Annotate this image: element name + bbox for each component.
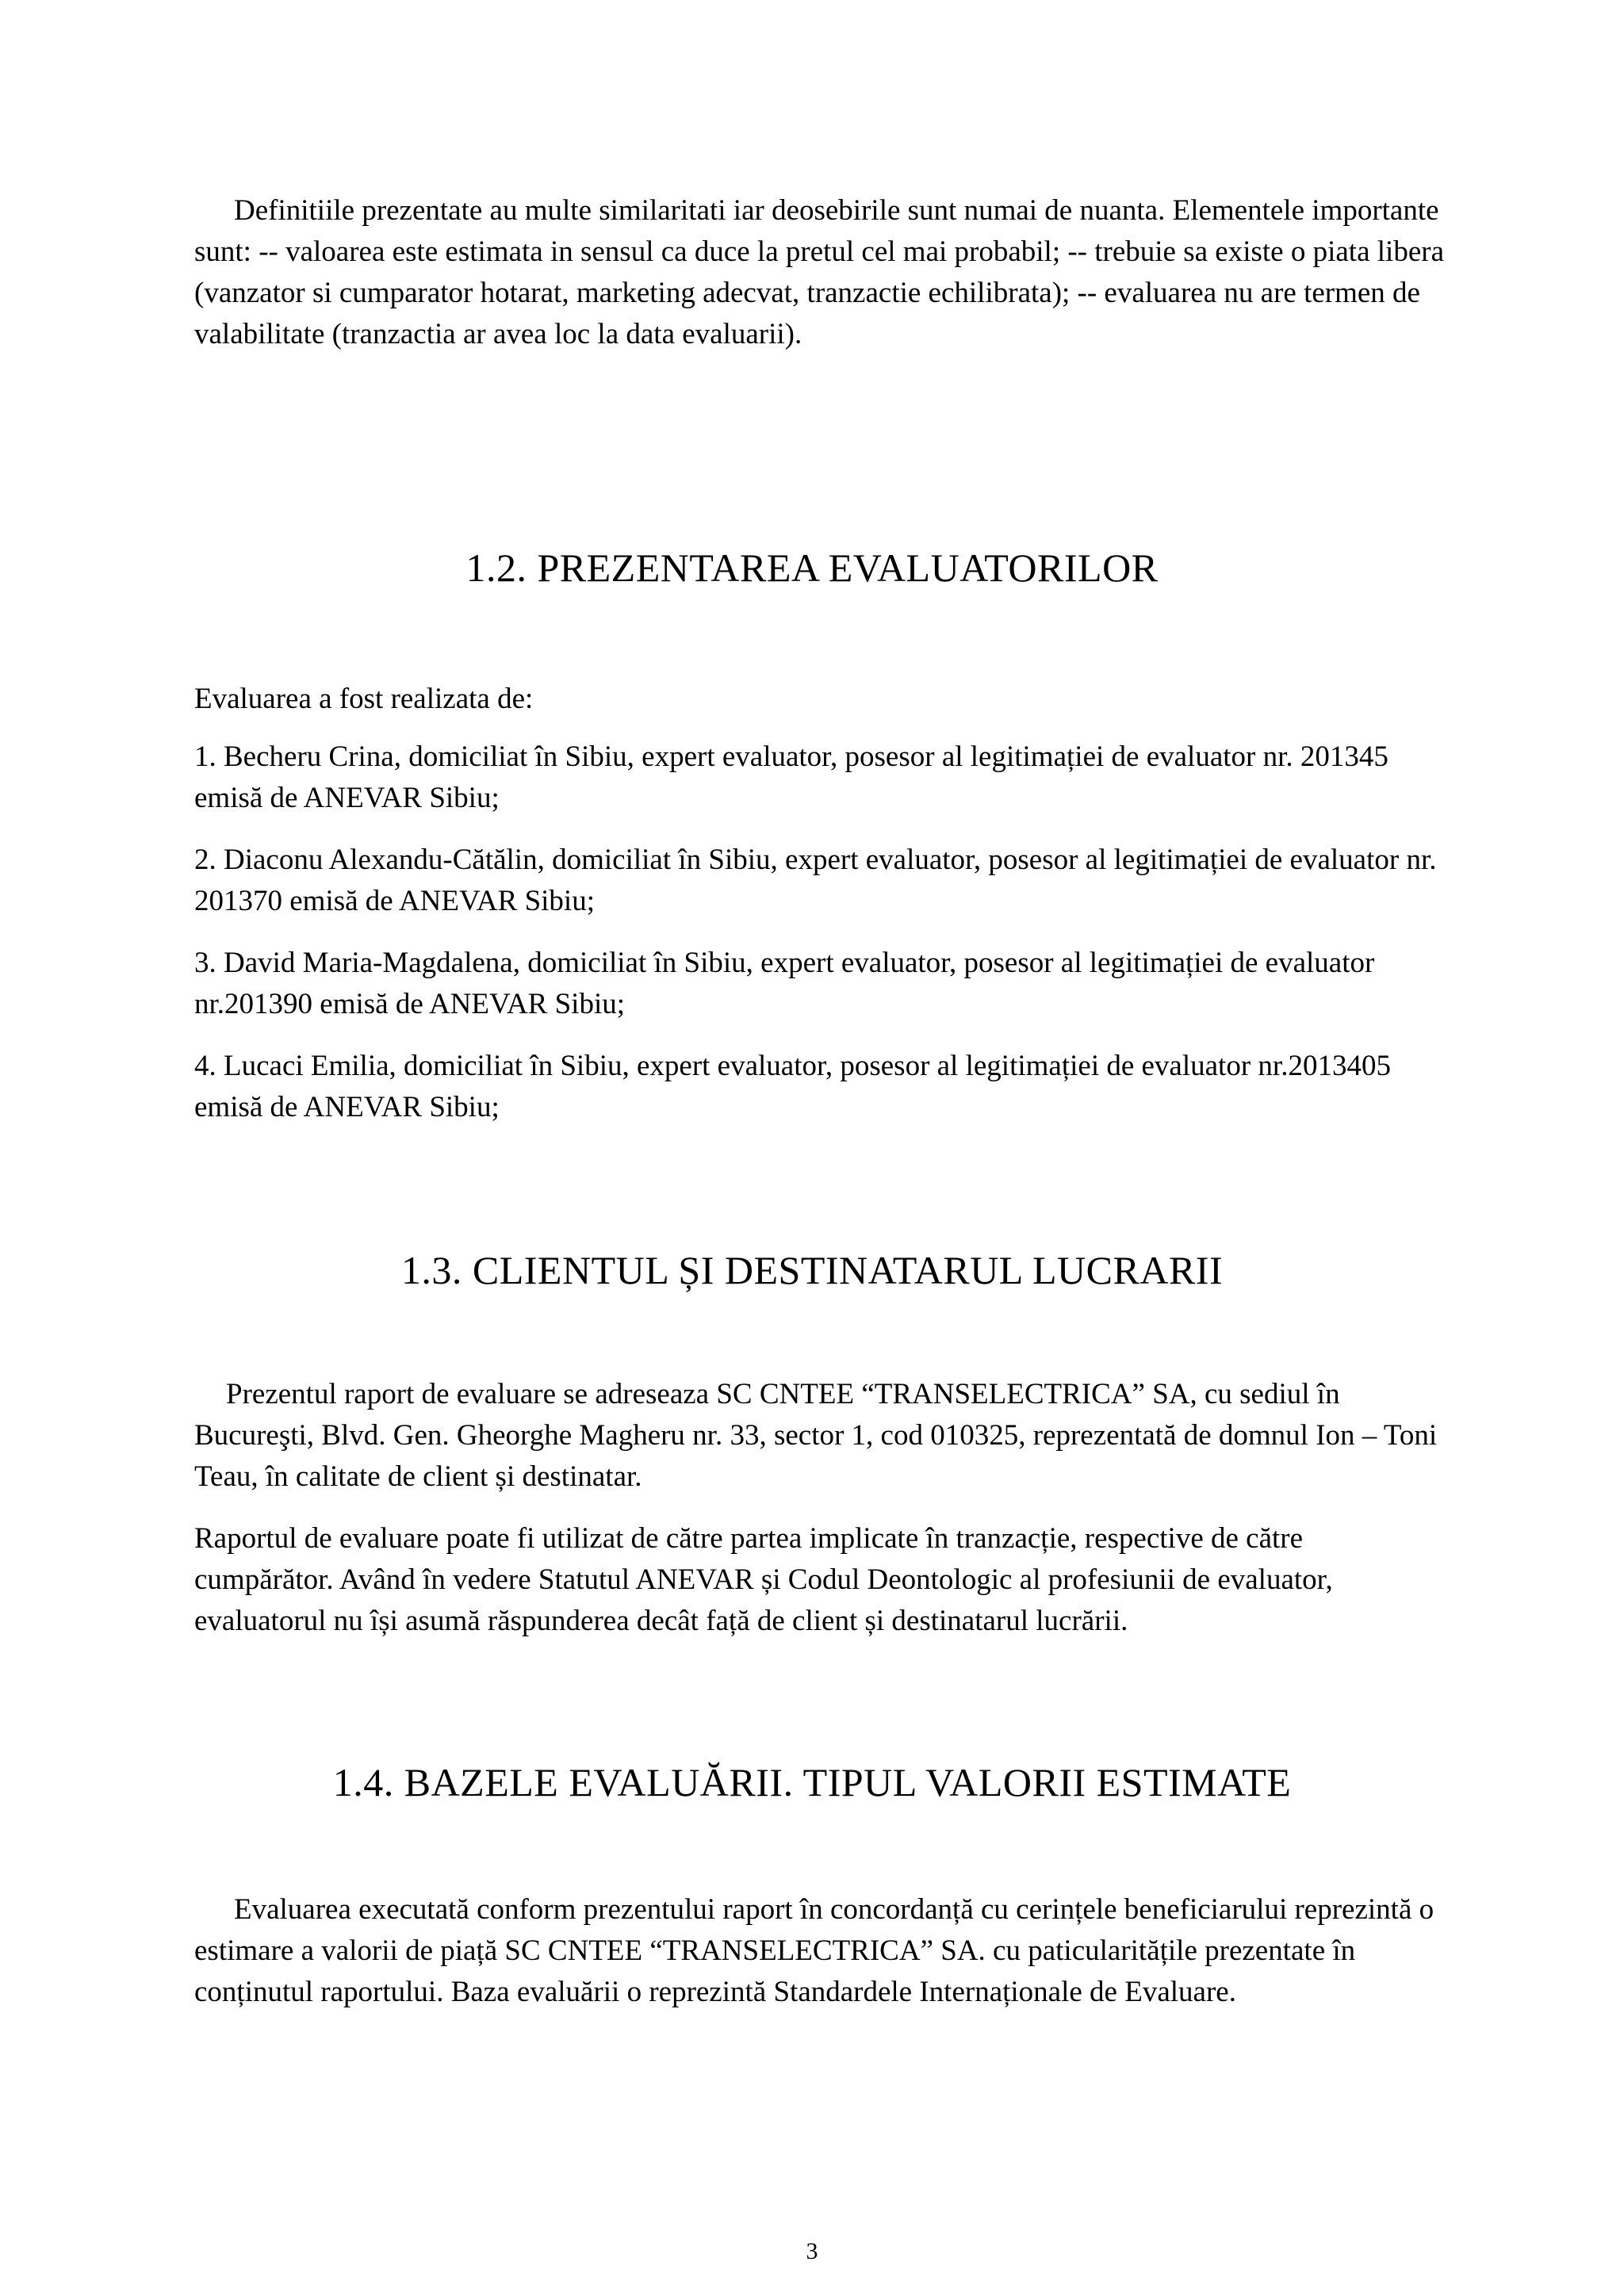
evaluator-item: 1. Becheru Crina, domiciliat în Sibiu, expert evaluator, posesor al legitimației de evaluator nr. 201345 emisă de ANEVAR Sibiu; bbox=[194, 740, 1388, 814]
client-paragraph: Prezentul raport de evaluare se adreseaza SC CNTEE “TRANSELECTRICA” SA, cu sediul în Bucureşti, Blvd. Gen. Gheorghe Magheru nr. 33, sector 1, cod 010325, reprezentată de domnul Ion – Toni Teau, în calitate de client și destinatar. bbox=[194, 1378, 1438, 1493]
evaluator-item: 4. Lucaci Emilia, domiciliat în Sibiu, expert evaluator, posesor al legitimației de evaluator nr.2013405 emisă de ANEVAR Sibiu; bbox=[194, 1050, 1391, 1123]
evaluator-item: 2. Diaconu Alexandu-Cătălin, domiciliat în Sibiu, expert evaluator, posesor al legitimației de evaluator nr. 201370 emisă de ANEVAR Sibiu; bbox=[194, 844, 1437, 917]
valuation-basis-paragraph: Evaluarea executată conform prezentului raport în concordanță cu cerințele beneficiarului reprezintă o estimare a valorii de piață SC CNTEE “TRANSELECTRICA” SA. cu paticularitățile prezentate în conținutul raportului. Baza evaluării o reprezintă Standardele Internaționale de Evaluare. bbox=[194, 1893, 1434, 2008]
section-heading-1-3: 1.3. CLIENTUL ȘI DESTINATARUL LUCRARII bbox=[400, 1248, 1224, 1292]
section-heading-1-2: 1.2. PREZENTAREA EVALUATORILOR bbox=[465, 545, 1159, 590]
usage-paragraph: Raportul de evaluare poate fi utilizat de către partea implicate în tranzacție, respective de către cumpărător. Având în vedere Statutul ANEVAR și Codul Deontologic al profesiunii de evaluator, evaluatorul nu își asumă răspunderea decât față de client și destinatarul lucrării. bbox=[194, 1522, 1333, 1637]
page-number: 3 bbox=[806, 2238, 818, 2264]
intro-paragraph: Definitiile prezentate au multe similaritati iar deosebirile sunt numai de nuanta. Elementele importante sunt: -- valoarea este estimata in sensul ca duce la pretul cel mai probabil; -- trebuie sa existe o piata libera (vanzator si cumparator hotarat, marketing adecvat, tranzactie echilibrata); -- evaluarea nu are termen de valabilitate (tranzactia ar avea loc la data evaluarii). bbox=[194, 194, 1444, 350]
evaluators-intro: Evaluarea a fost realizata de: bbox=[194, 683, 534, 715]
section-heading-1-4: 1.4. BAZELE EVALUĂRII. TIPUL VALORII ESTIMATE bbox=[332, 1760, 1292, 1804]
evaluator-item: 3. David Maria-Magdalena, domiciliat în Sibiu, expert evaluator, posesor al legitimației de evaluator nr.201390 emisă de ANEVAR Sibiu; bbox=[194, 947, 1375, 1020]
